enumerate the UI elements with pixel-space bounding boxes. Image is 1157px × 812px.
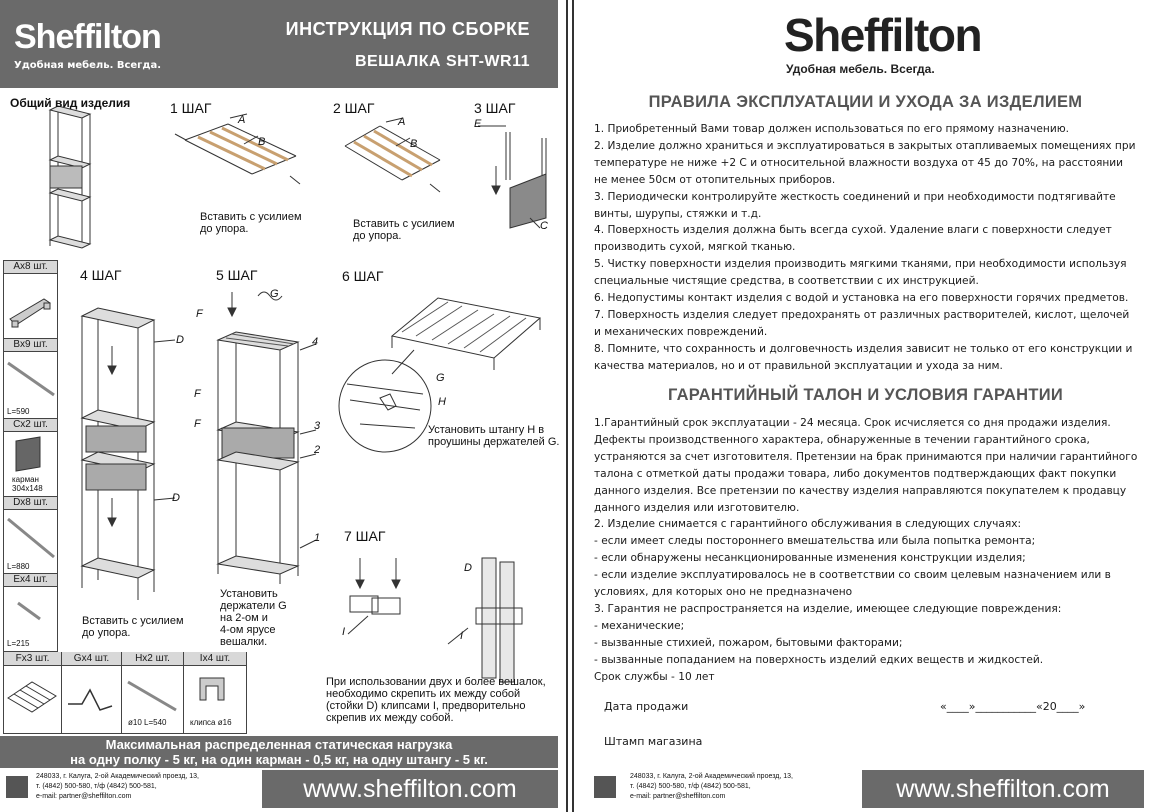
callout-letter: D	[464, 562, 472, 574]
footer-email: e-mail: partner@sheffilton.com	[630, 793, 726, 800]
max-load-line-2: на одну полку - 5 кг, на один карман - 0,5 кг, на одну штангу - 5 кг.	[70, 752, 488, 767]
step-5-title: 5 ШАГ	[216, 267, 258, 283]
part-caption: L=215	[7, 639, 30, 648]
parts-list-vertical	[3, 260, 58, 652]
part-header: Bx9 шт.	[4, 338, 57, 352]
warranty-heading: ГАРАНТИЙНЫЙ ТАЛОН И УСЛОВИЯ ГАРАНТИИ	[667, 386, 1064, 404]
step-6-note: Установить штангу H в проушины держателей G.	[428, 424, 560, 448]
product-model: ВЕШАЛКА SHT-WR11	[354, 53, 530, 70]
warranty-item: 1.Гарантийный срок эксплуатации - 24 месяца. Срок исчисляется со дня продажи изделия. Дефекты производственного характера, обнаруженные в течении гарантийного срока, устраняются за счет изготовителя. Претензии на брак принимаются при наличии гарантийного талона с отметкой даты продажи товара, либо документов подтверждающих факт покупки данного изделия. Все претензии по качеству изделия направляются покупателем к продавцу данного изделия или изготовителю.	[594, 417, 1138, 514]
step-4-title: 4 ШАГ	[80, 267, 122, 283]
callout-letter: F	[194, 388, 201, 400]
part-header: Dx8 шт.	[4, 496, 57, 510]
instruction-title: ИНСТРУКЦИЯ ПО СБОРКЕ	[285, 19, 530, 39]
sale-date-label: Дата продажи	[604, 700, 689, 713]
rule-item: 2. Изделие должно храниться и эксплуатироваться в закрытых отапливаемых помещениях при температуре не ниже +2 С и относительной влажности воздуха от 45 до 70%, на расстоянии не менее 50см от отопительных приборов.	[594, 139, 1136, 186]
part-header: Ex4 шт.	[4, 573, 57, 587]
footer-contacts	[36, 772, 199, 802]
part-i-cell	[184, 652, 246, 734]
part-g-drawing	[62, 668, 120, 728]
parts-list-horizontal	[3, 652, 247, 734]
part-header: Cx2 шт.	[4, 418, 57, 432]
footer-phones: т. (4842) 500-580, т/ф (4842) 500-581,	[36, 783, 157, 790]
callout-letter: G	[270, 288, 279, 300]
overview-label: Общий вид изделия	[10, 96, 131, 110]
part-header: Ax8 шт.	[4, 260, 57, 274]
warranty-item: - механические;	[594, 619, 685, 632]
rule-item: 4. Поверхность изделия должна быть всегда сухой. Удаление влаги с поверхности следует производить сухой, мягкой тканью.	[594, 224, 1112, 254]
warranty-item: 2. Изделие снимается с гарантийного обслуживания в следующих случаях:	[594, 518, 1022, 531]
part-c-drawing	[4, 435, 57, 475]
callout-letter: B	[258, 136, 266, 148]
callout-letter: E	[474, 118, 482, 130]
step-1-title: 1 ШАГ	[170, 100, 212, 116]
warranty-item: - если изделие эксплуатировалось не в соответствии со своим целевым назначением или в условиях, для которых оно не предназначено	[594, 569, 1111, 599]
brand-logo: Sheffilton	[784, 9, 982, 61]
footer-address: 248033, г. Калуга, 2-ой Академический проезд, 13,	[630, 773, 793, 780]
part-e-drawing	[4, 591, 57, 631]
brand-logo: Sheffilton	[14, 18, 161, 56]
rules-heading: ПРАВИЛА ЭКСПЛУАТАЦИИ И УХОДА ЗА ИЗДЕЛИЕМ	[648, 93, 1083, 111]
step5-drawing	[218, 292, 319, 584]
step3-drawing	[478, 126, 546, 228]
callout-letter: A	[238, 114, 246, 126]
overview-rack-drawing	[50, 106, 90, 248]
tier-number: 3	[314, 420, 321, 432]
step7-drawing	[348, 558, 522, 682]
rule-item: 1. Приобретенный Вами товар должен использоваться по его прямому назначению.	[594, 123, 1070, 135]
rule-item: 5. Чистку поверхности изделия производить мягкими тканями, при необходимости используя специальные чистящие средства, в соответствии с их инструкцией.	[594, 258, 1127, 288]
tier-number: 1	[314, 532, 321, 544]
part-f-drawing	[4, 668, 60, 728]
rule-item: 7. Поверхность изделия следует предохранять от различных растворителей, кислот, щелочей и механических повреждений.	[594, 308, 1130, 338]
callout-letter: C	[540, 220, 548, 232]
tier-number: 2	[314, 444, 321, 456]
part-header: Gx4 шт.	[62, 652, 121, 666]
callout-letter: I	[460, 630, 464, 642]
tier-number: 4	[312, 336, 319, 348]
page-divider	[566, 0, 574, 812]
part-caption: L=590	[7, 407, 30, 416]
left-header	[0, 0, 558, 88]
shop-stamp-label: Штамп магазина	[604, 735, 703, 748]
callout-letter: A	[398, 116, 406, 128]
step-6-title: 6 ШАГ	[342, 268, 384, 284]
part-caption: L=880	[7, 562, 30, 571]
callout-letter: D	[176, 334, 184, 346]
part-header: Hx2 шт.	[122, 652, 183, 666]
part-header: Ix4 шт.	[184, 652, 246, 666]
step-4-note: Вставить с усилием до упора.	[82, 615, 184, 639]
rule-item: 3. Периодически контролируйте жесткость соединений и при необходимости подтягивайте винты, шурупы, стяжки и т.д.	[594, 190, 1116, 220]
max-load-banner	[0, 736, 558, 768]
part-h-cell	[122, 652, 184, 734]
warranty-item: - вызванные попаданием на поверхность изделий едких веществ и жидкостей.	[594, 653, 1044, 666]
step-5-note: Установить держатели G на 2-ом и 4-ом ярусе вешалки.	[220, 588, 287, 648]
footer-email: e-mail: partner@sheffilton.com	[36, 793, 132, 800]
footer-website: www.sheffilton.com	[262, 770, 558, 808]
part-a-drawing	[4, 277, 57, 337]
sale-date-field[interactable]: «____»___________«20____»	[940, 700, 1086, 713]
footer-phones: т. (4842) 500-580, т/ф (4842) 500-581,	[630, 783, 751, 790]
step-3-title: 3 ШАГ	[474, 100, 516, 116]
step-2-note: Вставить с усилием до упора.	[353, 218, 455, 242]
warranty-item: - вызванные стихией, пожаром, бытовыми факторами;	[594, 636, 903, 649]
part-caption: ø10 L=540	[128, 718, 167, 727]
part-f-cell	[4, 652, 62, 734]
part-b-drawing	[4, 355, 57, 405]
part-caption: клипса ø16	[190, 718, 232, 727]
warranty-item: - если имеет следы постороннего вмешательства или была попытка ремонта;	[594, 535, 1036, 548]
warranty-list	[594, 415, 1139, 686]
part-h-drawing	[122, 668, 182, 718]
brand-tagline: Удобная мебель. Всегда.	[14, 60, 162, 71]
callout-letter: F	[196, 308, 203, 320]
max-load-line-1: Максимальная распределенная статическая нагрузка	[105, 737, 453, 752]
warranty-item: 3. Гарантия не распространяется на изделие, имеющее следующие повреждения:	[594, 602, 1062, 615]
callout-letter: G	[436, 372, 445, 384]
footer-contacts	[630, 772, 793, 802]
step4-drawing	[82, 308, 175, 600]
step-1-note: Вставить с усилием до упора.	[200, 211, 302, 235]
step-7-title: 7 ШАГ	[344, 528, 386, 544]
step2-drawing	[345, 118, 440, 192]
rules-list	[594, 121, 1139, 375]
callout-letter: D	[172, 492, 180, 504]
warranty-item: Срок службы - 10 лет	[594, 670, 715, 683]
part-g-cell	[62, 652, 122, 734]
footer-address: 248033, г. Калуга, 2-ой Академический проезд, 13,	[36, 773, 199, 780]
callout-letter: F	[194, 418, 201, 430]
step-2-title: 2 ШАГ	[333, 100, 375, 116]
footer-website: www.sheffilton.com	[862, 770, 1144, 808]
part-d-drawing	[4, 513, 57, 563]
callout-letter: B	[410, 138, 418, 150]
rule-item: 6. Недопустимы контакт изделия с водой и установка на его поверхности горячих предметов.	[594, 292, 1129, 305]
rule-item: 8. Помните, что сохранность и долговечность изделия зависит не только от его конструкции и качества материалов, но и от правильной эксплуатации и ухода за ним.	[594, 342, 1133, 372]
part-header: Fx3 шт.	[4, 652, 61, 666]
warranty-item: - если обнаружены несанкционированные изменения конструкции изделия;	[594, 552, 1026, 565]
callout-letter: H	[438, 396, 446, 408]
part-i-drawing	[184, 668, 244, 718]
footer-logo-icon	[594, 776, 616, 798]
assembly-instructions-page	[0, 0, 566, 812]
footer-logo-icon	[6, 776, 28, 798]
step-7-note: При использовании двух и более вешалок, необходимо скрепить их между собой (стойки D) клипсами I, предворительно скрепив их между собой.	[326, 676, 546, 724]
brand-tagline: Удобная мебель. Всегда.	[786, 62, 935, 76]
part-caption: карман 304x148	[12, 475, 43, 493]
care-warranty-page	[574, 0, 1157, 812]
callout-letter: I	[342, 626, 346, 638]
